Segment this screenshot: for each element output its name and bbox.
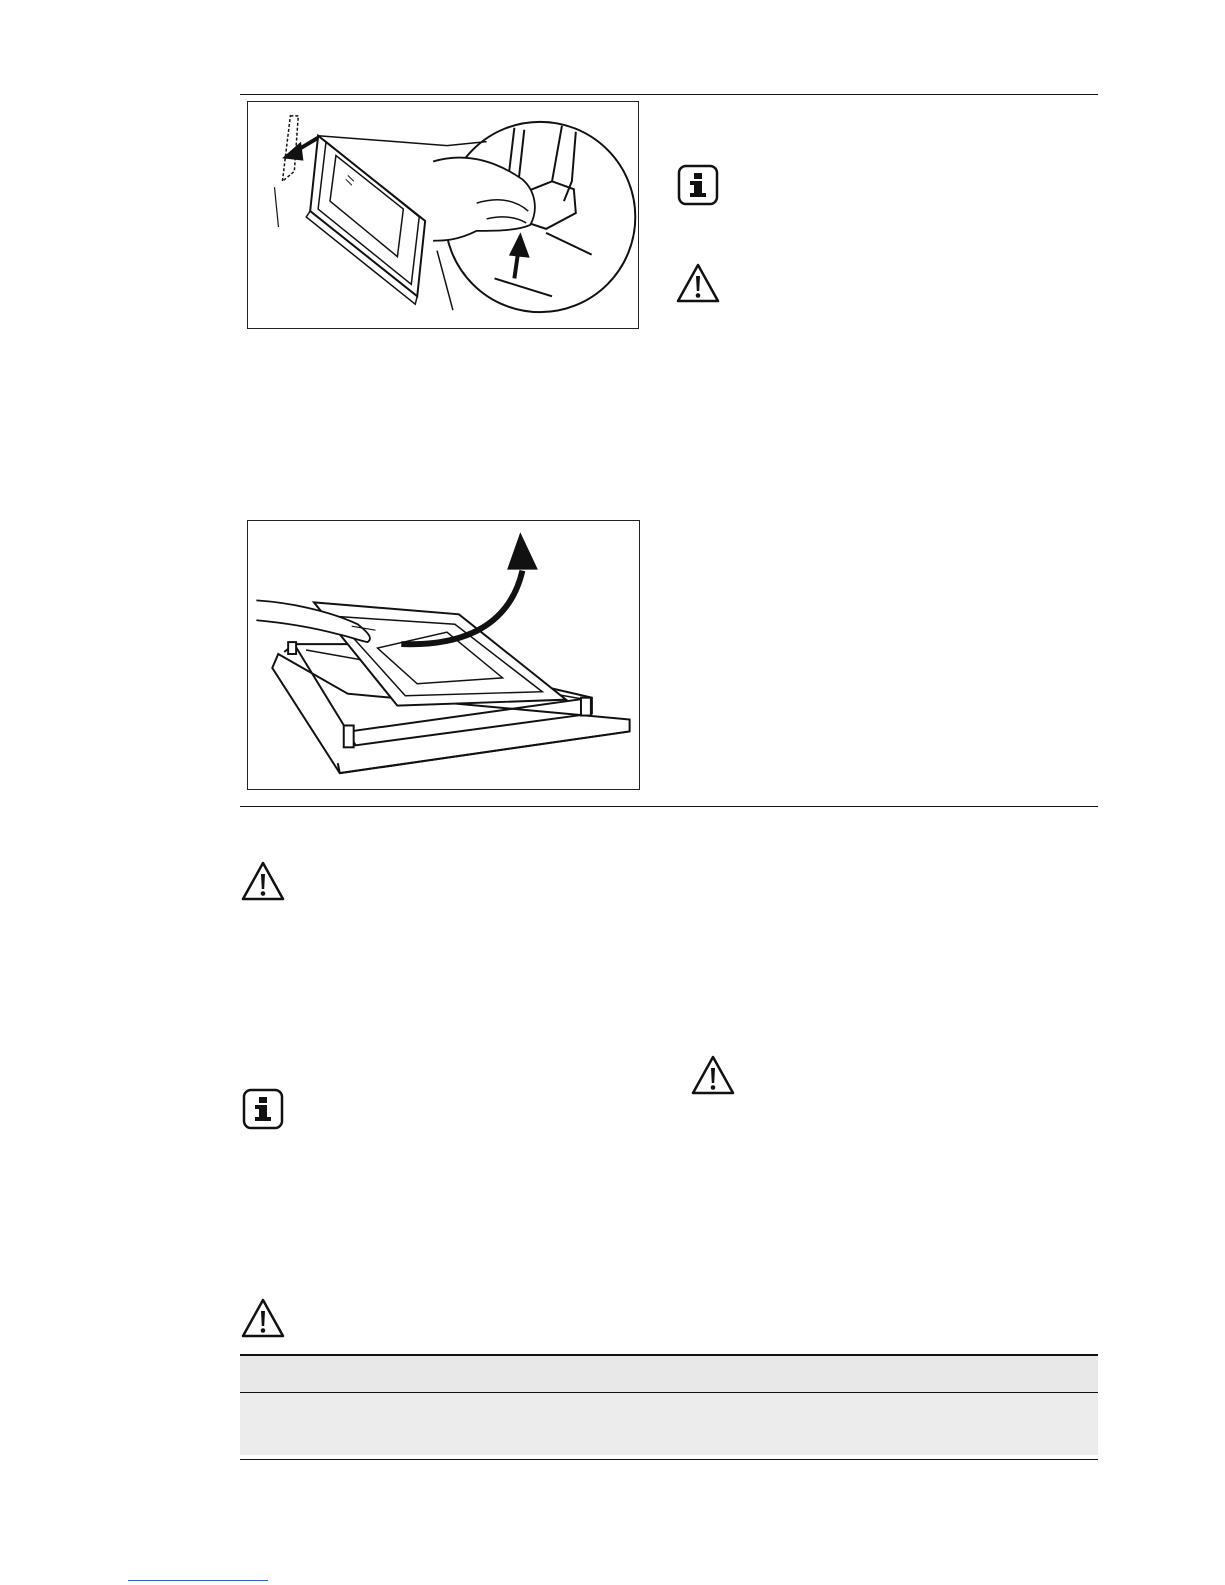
footer-link-underline[interactable] bbox=[128, 1580, 268, 1581]
table-header-row bbox=[240, 1356, 1098, 1393]
warning-icon bbox=[690, 1054, 736, 1096]
info-icon bbox=[677, 164, 719, 206]
door-glass-lift-illustration bbox=[248, 521, 639, 789]
info-icon bbox=[242, 1088, 284, 1130]
warning-icon bbox=[240, 860, 286, 902]
door-clip-illustration bbox=[248, 102, 638, 328]
table-row bbox=[240, 1393, 1098, 1455]
top-rule bbox=[240, 94, 1098, 95]
section-rule bbox=[240, 806, 1098, 807]
figure-door-glass-lift bbox=[247, 520, 640, 790]
troubleshooting-table bbox=[240, 1354, 1098, 1460]
warning-icon bbox=[240, 1297, 286, 1339]
warning-icon bbox=[675, 262, 721, 304]
figure-door-clip-release bbox=[247, 101, 639, 329]
